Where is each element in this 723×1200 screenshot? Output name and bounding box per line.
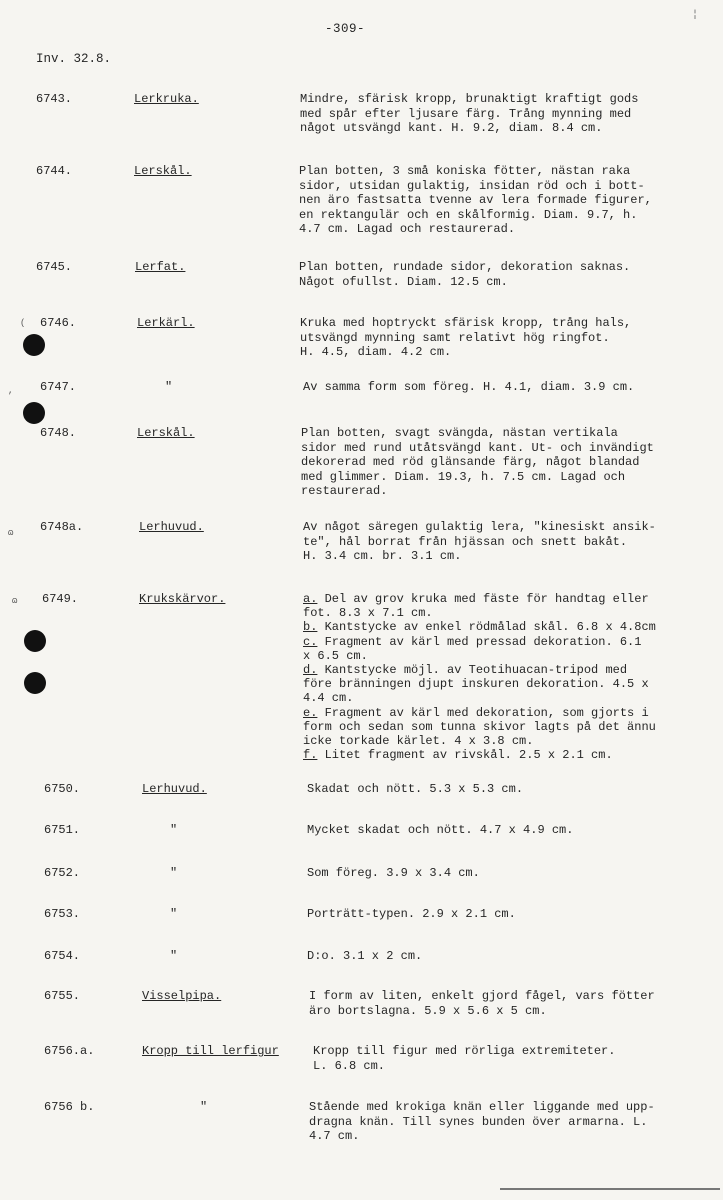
entry-number: 6753. <box>44 907 81 921</box>
entry-description: Porträtt-typen. 2.9 x 2.1 cm. <box>307 907 516 921</box>
entry-name: Krukskärvor. <box>139 592 226 606</box>
entry-description: Mycket skadat och nött. 4.7 x 4.9 cm. <box>307 823 574 837</box>
entry-name: Lerfat. <box>135 260 186 274</box>
entry-number: 6744. <box>36 164 73 178</box>
entry-description: Stående med krokiga knän eller liggande med upp- dragna knän. Till synes bunden över armarna. L. 4.7 cm. <box>309 1100 655 1143</box>
entry-number: 6745. <box>36 260 73 274</box>
entry-name-ditto: " <box>170 866 178 880</box>
margin-mark: ¦ <box>692 10 699 21</box>
entry-number: 6743. <box>36 92 73 106</box>
entry-name-ditto: " <box>165 380 173 394</box>
margin-mark: ɷ <box>8 528 14 538</box>
punch-hole <box>23 402 45 424</box>
entry-description: Av samma form som föreg. H. 4.1, diam. 3.9 cm. <box>303 380 635 394</box>
entry-name-ditto: " <box>170 907 178 921</box>
entry-description: Skadat och nött. 5.3 x 5.3 cm. <box>307 782 524 796</box>
entry-name: Lerhuvud. <box>139 520 204 534</box>
entry-description: Plan botten, 3 små koniska fötter, nästan raka sidor, utsidan gulaktig, insidan röd och i bott- nen äro fastsatta tvenne av lera formade figurer, en rektangulär och en skålformig. Diam. 9.7, h. 4.7 cm. Lagad och restaurerad. <box>299 164 652 236</box>
entry-name: Visselpipa. <box>142 989 222 1003</box>
margin-mark: ɷ <box>12 596 18 606</box>
entry-description: Plan botten, svagt svängda, nästan vertikala sidor med rund utåtsvängd kant. Ut- och invändigt dekorerad med röd glänsande färg, något blandad med glimmer. Diam. 19.3, h. 7.5 cm. Lagad och restaurerad. <box>301 426 654 498</box>
entry-number: 6756.a. <box>44 1044 95 1058</box>
entry-name: Lerskål. <box>134 164 192 178</box>
entry-number: 6754. <box>44 949 81 963</box>
entry-number: 6755. <box>44 989 81 1003</box>
entry-number: 6749. <box>42 592 79 606</box>
sub-item-e: e. Fragment av kärl med dekoration, som gjorts i <box>303 705 649 720</box>
punch-hole <box>23 334 45 356</box>
punch-hole <box>24 630 46 652</box>
sub-item-c: c. Fragment av kärl med pressad dekoration. 6.1 <box>303 634 642 649</box>
sub-item-f: f. Litet fragment av rivskål. 2.5 x 2.1 cm. <box>303 748 613 763</box>
entry-name-ditto: " <box>170 949 178 963</box>
entry-number: 6748a. <box>40 520 84 534</box>
entry-name: Lerkärl. <box>137 316 195 330</box>
entry-name: Lerskål. <box>137 426 195 440</box>
entry-name: Lerkruka. <box>134 92 199 106</box>
sub-item-d: d. Kantstycke möjl. av Teotihuacan-tripod med <box>303 663 628 678</box>
sub-item-a: a. Del av grov kruka med fäste för handtag eller <box>303 592 649 606</box>
entry-name: Lerhuvud. <box>142 782 207 796</box>
entry-description: Mindre, sfärisk kropp, brunaktigt kraftigt gods med spår efter ljusare färg. Trång mynning med något utsvängd kant. H. 9.2, diam. 8.4 cm. <box>300 92 639 135</box>
entry-description: Plan botten, rundade sidor, dekoration saknas. Något ofullst. Diam. 12.5 cm. <box>299 260 631 289</box>
entry-description: Av något säregen gulaktig lera, "kinesiskt ansik- te", hål borrat från hjässan och snett bakåt. H. 3.4 cm. br. 3.1 cm. <box>303 520 656 563</box>
entry-description: Som föreg. 3.9 x 3.4 cm. <box>307 866 480 880</box>
inventory-heading: Inv. 32.8. <box>36 52 112 66</box>
entry-name-ditto: " <box>170 823 178 837</box>
entry-number: 6756 b. <box>44 1100 95 1114</box>
entry-description: Kropp till figur med rörliga extremiteter. L. 6.8 cm. <box>313 1044 616 1073</box>
entry-number: 6747. <box>40 380 77 394</box>
entry-number: 6746. <box>40 316 77 330</box>
entry-description: I form av liten, enkelt gjord fågel, vars fötter äro bortslagna. 5.9 x 5.6 x 5 cm. <box>309 989 655 1018</box>
entry-name-ditto: " <box>200 1100 208 1114</box>
sub-item-b: b. Kantstycke av enkel rödmålad skål. 6.8 x 4.8cm <box>303 620 656 635</box>
bottom-edge-line <box>500 1188 720 1190</box>
page-number: -309- <box>325 22 366 36</box>
entry-description: a. Del av grov kruka med fäste för handtag eller fot. 8.3 x 7.1 cm. b. Kantstycke av enkel rödmålad skål. 6.8 x 4.8cm c. Fragment av kärl med pressad dekoration. 6.1 x 6.5 cm. d. Kantstycke möjl. av Teotihuacan-tripod med före bränningen djupt inskuren dekoration. 4.5 x 4.4 cm. e. Fragment av kärl med dekoration, som gjorts i form och sedan som tunna skivor lagts på det ännu icke torkade kärlet. 4 x 3.8 cm. f. Litet fragment av rivskål. 2.5 x 2.1 cm. <box>303 592 683 762</box>
entry-name: Kropp till lerfigur <box>142 1044 279 1058</box>
entry-number: 6750. <box>44 782 81 796</box>
margin-mark: , <box>8 386 14 396</box>
entry-description: D:o. 3.1 x 2 cm. <box>307 949 423 963</box>
entry-description: Kruka med hoptryckt sfärisk kropp, trång hals, utsvängd mynning samt relativt hög ringfot. H. 4.5, diam. 4.2 cm. <box>300 316 632 359</box>
entry-number: 6752. <box>44 866 81 880</box>
punch-hole <box>24 672 46 694</box>
margin-mark: ( <box>20 318 26 328</box>
entry-number: 6748. <box>40 426 77 440</box>
entry-number: 6751. <box>44 823 81 837</box>
